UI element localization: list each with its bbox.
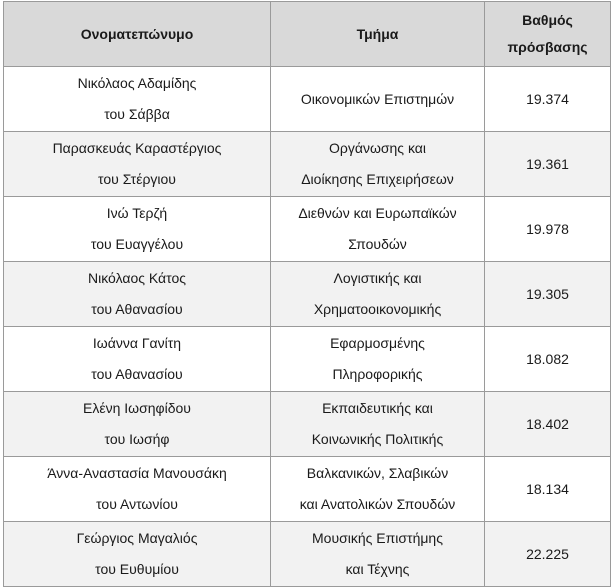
- header-department: Τμήμα: [271, 2, 485, 67]
- table-row: [4, 522, 611, 587]
- name-line2: του Στέργιου: [98, 171, 176, 187]
- department-line2: Διοίκησης Επιχειρήσεων: [301, 171, 454, 187]
- name-line2: του Αθανασίου: [91, 301, 183, 317]
- name-cell: [4, 457, 271, 522]
- name-cell: [4, 132, 271, 197]
- name-line2: του Ευθυμίου: [95, 561, 179, 577]
- header-grade-line1: Βαθμός: [522, 12, 573, 28]
- name-cell: [4, 522, 271, 587]
- name-cell: [4, 392, 271, 457]
- department-cell: [271, 457, 485, 522]
- header-row: [4, 2, 611, 67]
- table-row: [4, 327, 611, 392]
- header-name: Ονοματεπώνυμο: [4, 2, 271, 67]
- department-cell: [271, 522, 485, 587]
- grade-cell: 19.374: [485, 67, 611, 132]
- name-line1: Ινώ Τερζή: [106, 205, 168, 221]
- grade-cell: 18.402: [485, 392, 611, 457]
- grade-cell: 19.978: [485, 197, 611, 262]
- department-line2: Σπουδών: [348, 236, 407, 252]
- department-line1: Οργάνωσης και: [329, 140, 426, 156]
- header-grade-line2: πρόσβασης: [507, 39, 588, 55]
- department-line1: Λογιστικής και: [333, 270, 422, 286]
- name-line1: Ελένη Ιωσηφίδου: [83, 400, 191, 416]
- name-line1: Νικόλαος Αδαμίδης: [77, 75, 197, 91]
- name-line2: του Σάββα: [104, 106, 170, 122]
- name-line2: του Αντωνίου: [96, 496, 178, 512]
- table-row: [4, 67, 611, 132]
- grade-cell: 18.134: [485, 457, 611, 522]
- name-cell: [4, 262, 271, 327]
- name-line1: Άννα-Αναστασία Μανουσάκη: [47, 465, 227, 481]
- grade-cell: 19.305: [485, 262, 611, 327]
- students-table: [3, 1, 611, 587]
- department-line1: Εκπαιδευτικής και: [322, 400, 433, 416]
- department-line2: και Ανατολικών Σπουδών: [299, 496, 456, 512]
- department-line1: Μουσικής Επιστήμης: [312, 530, 443, 546]
- department-line2: Κοινωνικής Πολιτικής: [311, 431, 444, 447]
- name-line1: Νικόλαος Κάτος: [88, 270, 186, 286]
- table-row: [4, 132, 611, 197]
- department-cell: [271, 132, 485, 197]
- department-line2: Χρηματοοικονομικής: [313, 301, 442, 317]
- grade-cell: 18.082: [485, 327, 611, 392]
- department-cell: [271, 197, 485, 262]
- department-cell: [271, 392, 485, 457]
- name-line1: Γεώργιος Μαγαλιός: [76, 530, 198, 546]
- department-line1: Βαλκανικών, Σλαβικών: [306, 465, 449, 481]
- table-row: [4, 197, 611, 262]
- name-cell: [4, 197, 271, 262]
- name-line1: Ιωάννα Γανίτη: [92, 335, 182, 351]
- department-cell: [271, 262, 485, 327]
- department-line1: Διεθνών και Ευρωπαϊκών: [298, 205, 457, 221]
- name-line2: του Αθανασίου: [91, 366, 183, 382]
- department-cell: [271, 67, 485, 132]
- table-row: [4, 262, 611, 327]
- name-cell: [4, 67, 271, 132]
- table-row: [4, 457, 611, 522]
- department-cell: [271, 327, 485, 392]
- name-cell: [4, 327, 271, 392]
- department-line2: και Τέχνης: [345, 561, 410, 577]
- name-line2: του Ευαγγέλου: [90, 236, 184, 252]
- department-line1: Εφαρμοσμένης: [330, 335, 425, 351]
- header-grade: [485, 2, 611, 67]
- grade-cell: 19.361: [485, 132, 611, 197]
- department-line1: Οικονομικών Επιστημών: [300, 90, 455, 107]
- name-line1: Παρασκευάς Καραστέργιος: [52, 140, 222, 156]
- name-line2: του Ιωσήφ: [104, 431, 170, 447]
- grade-cell: 22.225: [485, 522, 611, 587]
- department-line2: Πληροφορικής: [332, 366, 423, 382]
- table-row: [4, 392, 611, 457]
